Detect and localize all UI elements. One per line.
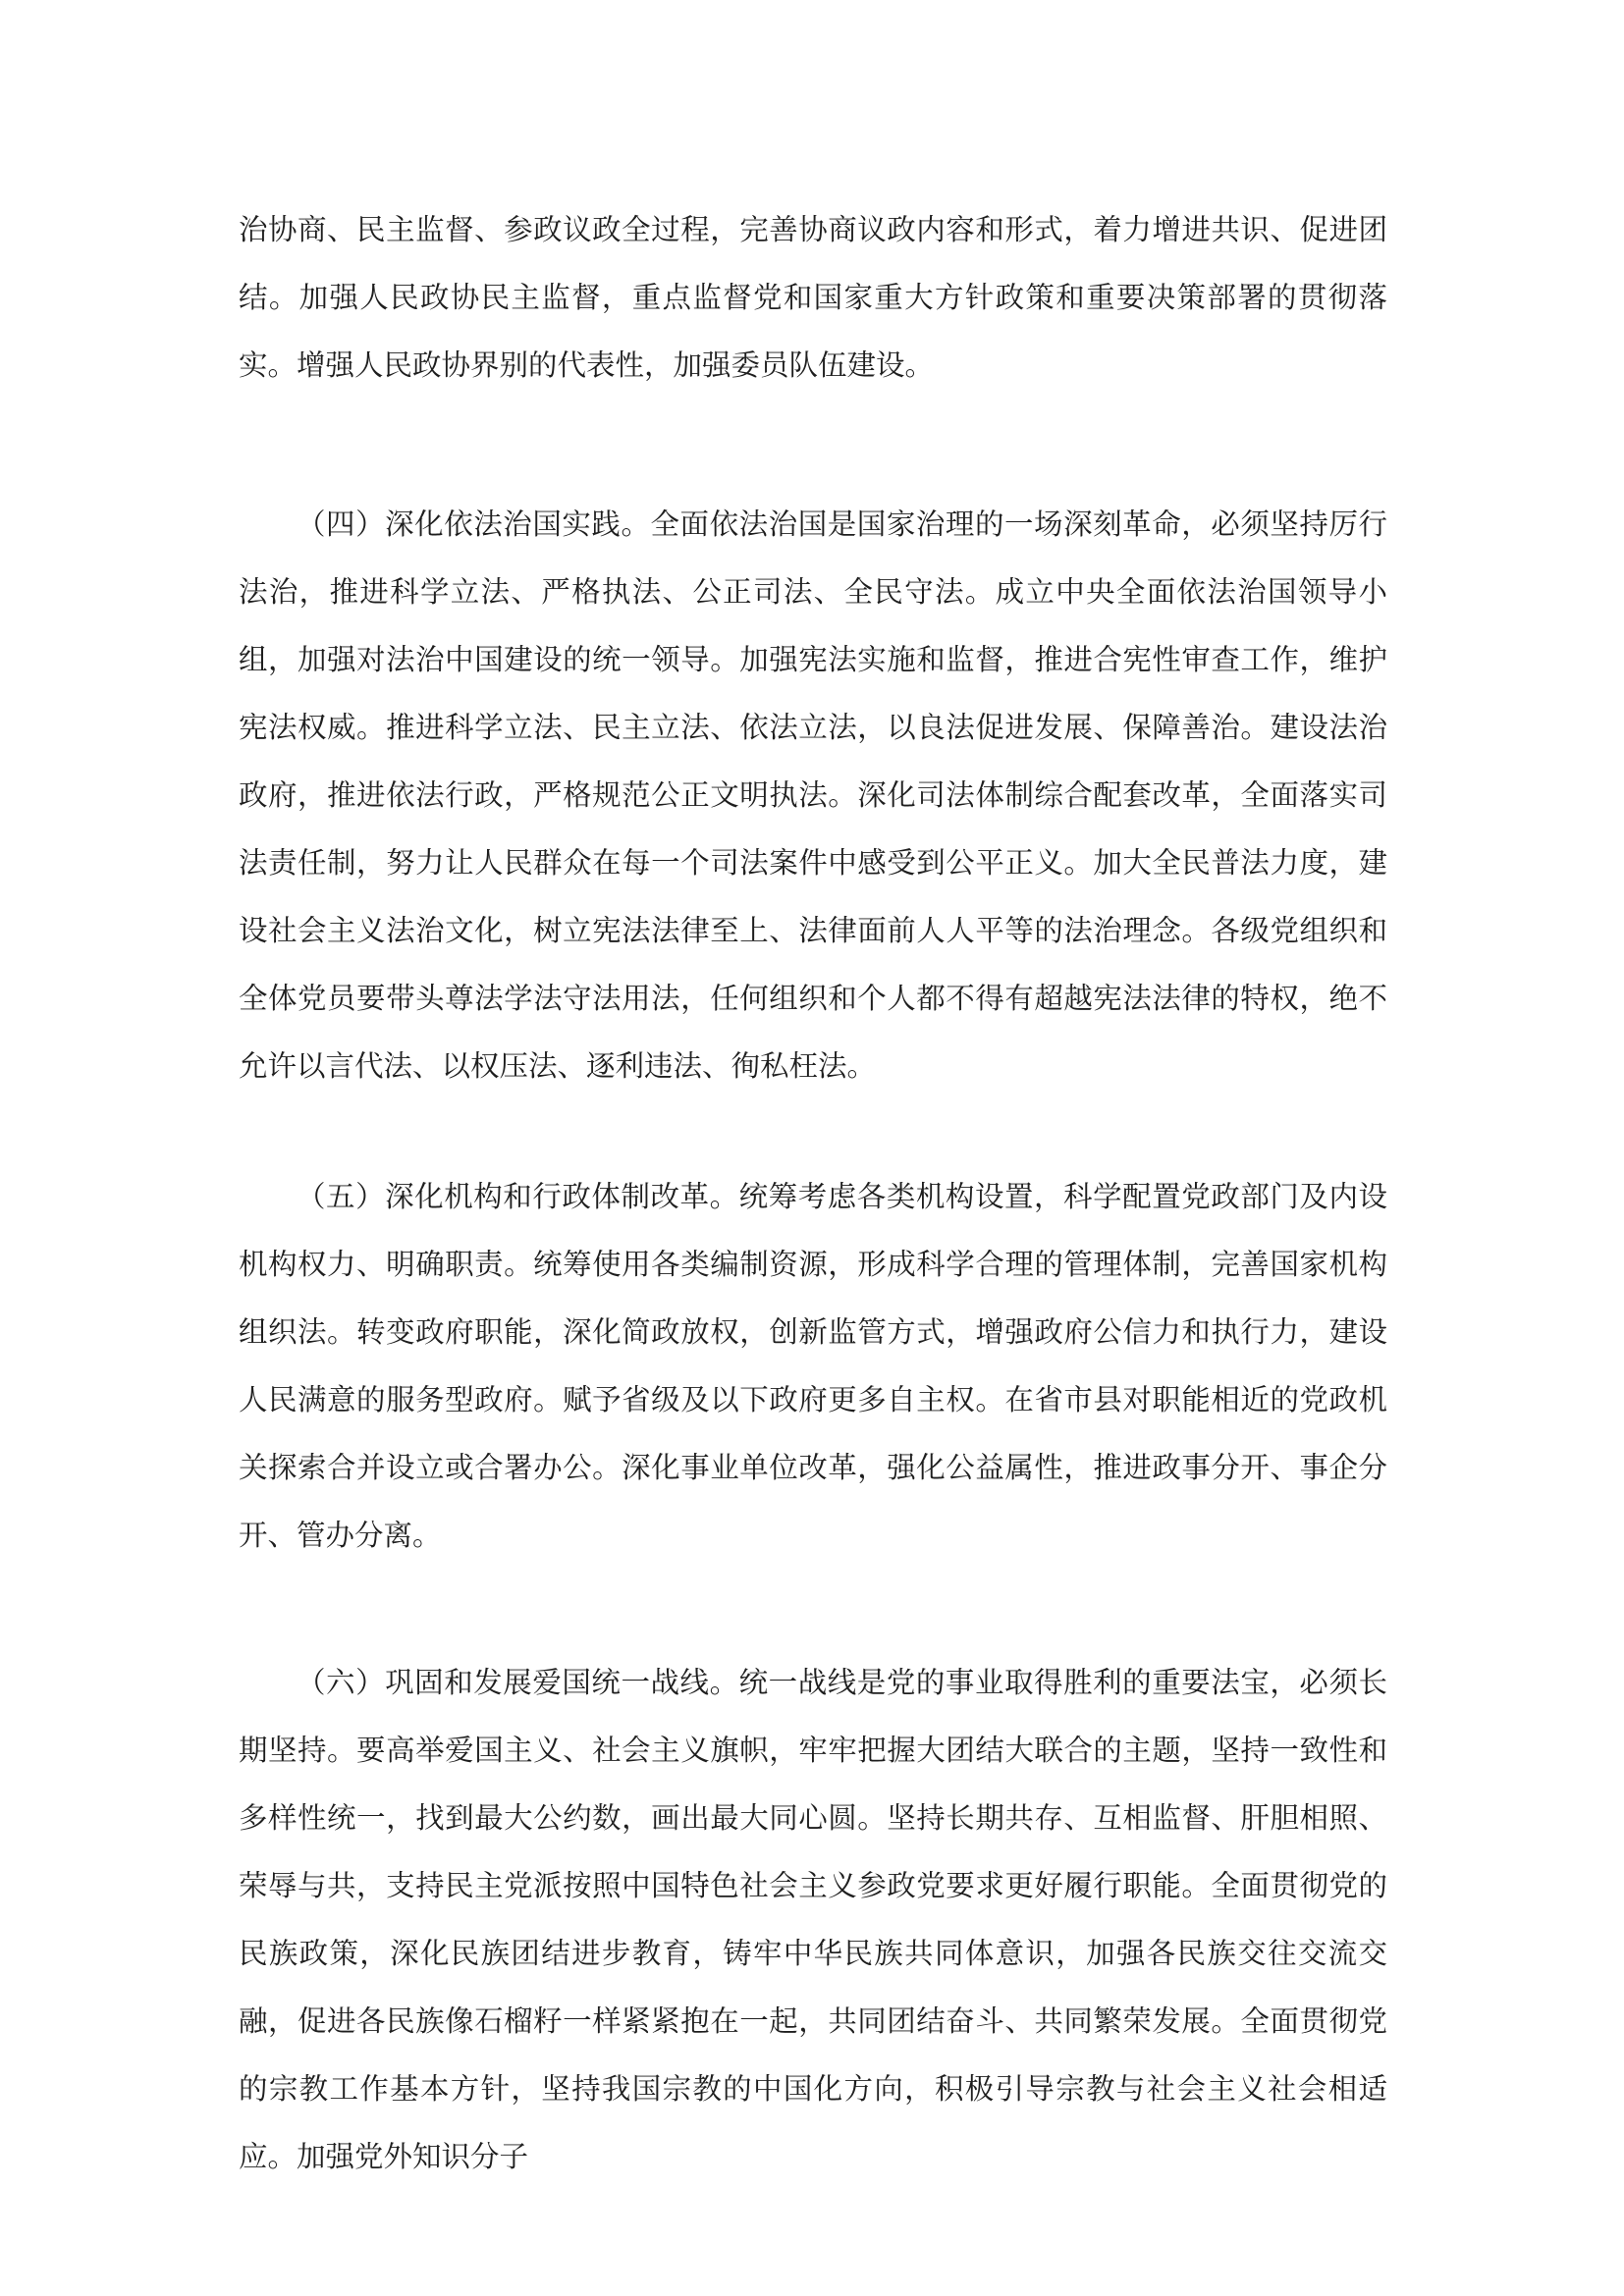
paragraph-united-front: （六）巩固和发展爱国统一战线。统一战线是党的事业取得胜利的重要法宝，必须长期坚持。要高举爱国主义、社会主义旗帜，牢牢把握大团结大联合的主题，坚持一致性和多样性统一，找到最大公约数，画出最大同心圆。坚持长期共存、互相监督、肝胆相照、荣辱与共，支持民主党派按照中国特色社会主义参政党要求更好履行职能。全面贯彻党的民族政策，深化民族团结进步教育，铸牢中华民族共同体意识，加强各民族交往交流交融，促进各民族像石榴籽一样紧紧抱在一起，共同团结奋斗、共同繁荣发展。全面贯彻党的宗教工作基本方针，坚持我国宗教的中国化方向，积极引导宗教与社会主义社会相适应。加强党外知识分子 [239, 1666, 1387, 2173]
paragraph-rule-of-law: （四）深化依法治国实践。全面依法治国是国家治理的一场深刻革命，必须坚持厉行法治，推进科学立法、严格执法、公正司法、全民守法。成立中央全面依法治国领导小组，加强对法治中国建设的统一领导。加强宪法实施和监督，推进合宪性审查工作，维护宪法权威。推进科学立法、民主立法、依法立法，以良法促进发展、保障善治。建设法治政府，推进依法行政，严格规范公正文明执法。深化司法体制综合配套改革，全面落实司法责任制，努力让人民群众在每一个司法案件中感受到公平正义。加大全民普法力度，建设社会主义法治文化，树立宪法法律至上、法律面前人人平等的法治理念。各级党组织和全体党员要带头尊法学法守法用法，任何组织和个人都不得有超越宪法法律的特权，绝不允许以言代法、以权压法、逐利违法、徇私枉法。 [239, 507, 1387, 1083]
paragraph-cppcc-continuation: 治协商、民主监督、参政议政全过程，完善协商议政内容和形式，着力增进共识、促进团结。加强人民政协民主监督，重点监督党和国家重大方针政策和重要决策部署的贯彻落实。增强人民政协界别的代表性，加强委员队伍建设。 [239, 213, 1387, 382]
paragraph-institutional-reform: （五）深化机构和行政体制改革。统筹考虑各类机构设置，科学配置党政部门及内设机构权力、明确职责。统筹使用各类编制资源，形成科学合理的管理体制，完善国家机构组织法。转变政府职能，深化简政放权，创新监管方式，增强政府公信力和执行力，建设人民满意的服务型政府。赋予省级及以下政府更多自主权。在省市县对职能相近的党政机关探索合并设立或合署办公。深化事业单位改革，强化公益属性，推进政事分开、事企分开、管办分离。 [239, 1180, 1387, 1552]
